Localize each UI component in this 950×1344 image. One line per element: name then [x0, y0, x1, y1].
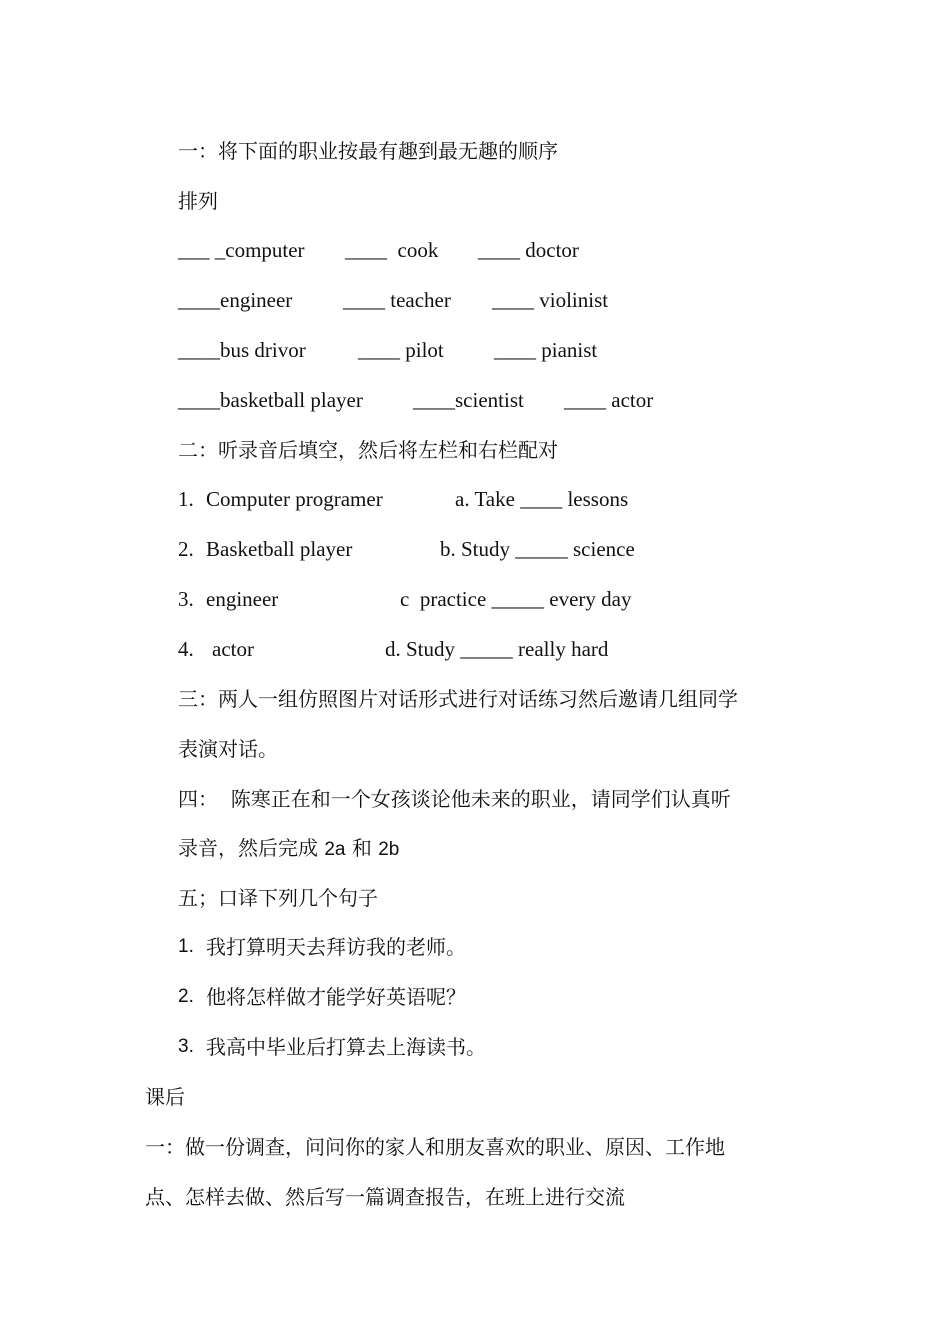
job-actor: ____ actor	[564, 388, 654, 412]
match-item-4	[178, 636, 738, 662]
translate-number: 3.	[178, 1036, 194, 1057]
job-bus-driver: ____bus drivor	[178, 338, 306, 362]
match-left: actor	[212, 637, 254, 661]
job-violinist: ____ violinist	[492, 288, 609, 312]
translate-item-1	[178, 934, 778, 960]
section1-row-2	[178, 287, 678, 313]
match-left: Basketball player	[206, 537, 353, 561]
job-doctor: ____ doctor	[478, 238, 579, 262]
job-computer: ___ _computer	[178, 238, 305, 262]
translate-number: 2.	[178, 986, 194, 1007]
section4-ref-2a: 2a	[324, 839, 346, 860]
after-class-heading: 课后	[145, 1085, 185, 1109]
section3-line-1: 三：两人一组仿照图片对话形式进行对话练习然后邀请几组同学	[178, 687, 738, 711]
match-number: 3.	[178, 587, 194, 611]
section4-ref-2b: 2b	[378, 839, 400, 860]
match-number: 2.	[178, 537, 194, 561]
job-basketball-player: ____basketball player	[178, 388, 363, 412]
section1-title: 一：将下面的职业按最有趣到最无趣的顺序	[178, 139, 558, 163]
match-item-3	[178, 586, 738, 612]
translate-number: 1.	[178, 936, 194, 957]
match-left: Computer programer	[206, 487, 383, 511]
match-item-1	[178, 486, 738, 512]
job-teacher: ____ teacher	[343, 288, 451, 312]
after-class-line-2: 点、怎样去做、然后写一篇调查报告，在班上进行交流	[145, 1185, 625, 1209]
translate-text: 我打算明天去拜访我的老师。	[206, 935, 466, 959]
translate-text: 我高中毕业后打算去上海读书。	[206, 1035, 486, 1059]
section4-line-2	[178, 835, 399, 863]
section1-row-1	[178, 237, 678, 263]
section2-title: 二：听录音后填空，然后将左栏和右栏配对	[178, 438, 558, 462]
section3-line-2: 表演对话。	[178, 737, 278, 761]
match-right: b. Study _____ science	[440, 537, 635, 561]
translate-text: 他将怎样做才能学好英语呢？	[206, 985, 466, 1009]
after-class-line-1: 一：做一份调查，问问你的家人和朋友喜欢的职业、原因、工作地	[145, 1135, 725, 1159]
match-number: 4.	[178, 637, 194, 661]
match-left: engineer	[206, 587, 279, 611]
job-engineer: ____engineer	[178, 288, 293, 312]
section4-text-a: 录音，然后完成	[178, 836, 325, 860]
match-right: a. Take ____ lessons	[455, 487, 629, 511]
match-number: 1.	[178, 487, 194, 511]
match-right: c practice _____ every day	[400, 587, 632, 611]
section5-title: 五；口译下列几个句子	[178, 886, 378, 910]
match-item-2	[178, 536, 738, 562]
translate-item-3	[178, 1034, 778, 1060]
section1-row-3	[178, 337, 678, 363]
job-pilot: ____ pilot	[358, 338, 444, 362]
job-pianist: ____ pianist	[494, 338, 598, 362]
translate-item-2	[178, 984, 778, 1010]
section4-text-c: 和	[345, 836, 379, 860]
match-right: d. Study _____ really hard	[385, 637, 609, 661]
section1-row-4	[178, 387, 698, 413]
job-cook: ____ cook	[345, 238, 439, 262]
section4-line-1: 四： 陈寒正在和一个女孩谈论他未来的职业，请同学们认真听	[178, 787, 731, 811]
section1-title-cont: 排列	[178, 189, 218, 213]
job-scientist: ____scientist	[413, 388, 524, 412]
